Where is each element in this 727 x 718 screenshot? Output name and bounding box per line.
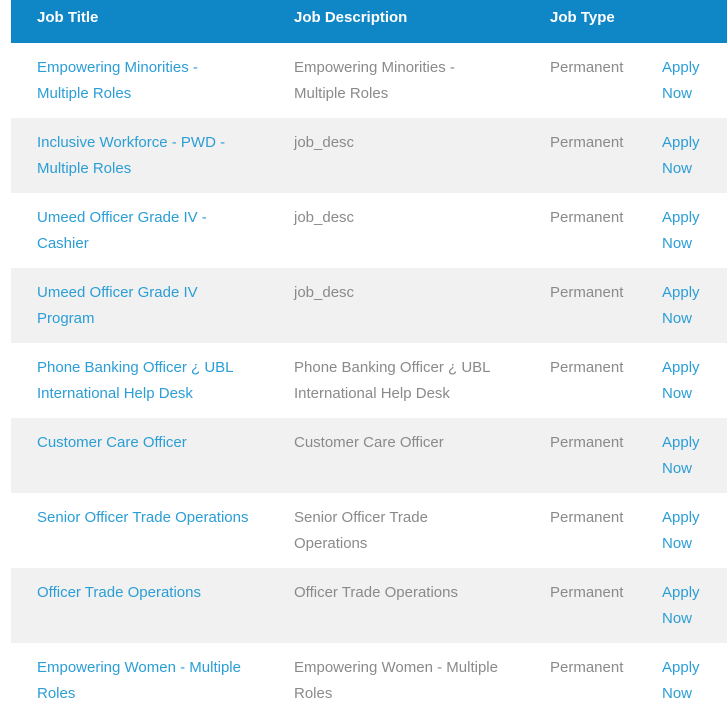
apply-now-link[interactable]: Apply Now bbox=[662, 584, 700, 627]
job-type: Permanent bbox=[550, 434, 624, 451]
job-type: Permanent bbox=[550, 134, 624, 151]
job-description: job_desc bbox=[294, 134, 355, 151]
job-description: Senior Officer Trade Operations bbox=[294, 509, 428, 552]
job-description: job_desc bbox=[294, 209, 355, 226]
jobs-table bbox=[11, 0, 727, 718]
job-title-cell bbox=[11, 493, 267, 568]
apply-cell bbox=[635, 343, 727, 418]
table-row bbox=[11, 493, 727, 568]
job-title-link[interactable]: Phone Banking Officer ¿ UBL International Help Desk bbox=[37, 359, 233, 402]
table-row bbox=[11, 268, 727, 343]
header-job-title: Job Title bbox=[37, 9, 99, 26]
job-type: Permanent bbox=[550, 659, 624, 676]
job-title-cell bbox=[11, 118, 267, 193]
table-header-row bbox=[11, 0, 727, 43]
job-type: Permanent bbox=[550, 284, 624, 301]
apply-cell bbox=[635, 268, 727, 343]
header-job-type: Job Type bbox=[550, 9, 615, 26]
apply-now-link[interactable]: Apply Now bbox=[662, 659, 700, 702]
apply-cell bbox=[635, 418, 727, 493]
table-row bbox=[11, 568, 727, 643]
job-title-link[interactable]: Inclusive Workforce - PWD - Multiple Roles bbox=[37, 134, 226, 177]
job-title-link[interactable]: Customer Care Officer bbox=[37, 434, 187, 451]
job-description: Empowering Minorities - Multiple Roles bbox=[294, 59, 455, 102]
apply-cell bbox=[635, 43, 727, 118]
table-row bbox=[11, 643, 727, 718]
job-description: Customer Care Officer bbox=[294, 434, 444, 451]
apply-cell bbox=[635, 118, 727, 193]
apply-cell bbox=[635, 643, 727, 718]
header-job-description: Job Description bbox=[294, 9, 408, 26]
job-title-cell bbox=[11, 343, 267, 418]
job-title-cell bbox=[11, 43, 267, 118]
job-description: Phone Banking Officer ¿ UBL International Help Desk bbox=[294, 359, 490, 402]
table-row bbox=[11, 43, 727, 118]
apply-now-link[interactable]: Apply Now bbox=[662, 359, 700, 402]
job-title-cell bbox=[11, 268, 267, 343]
job-description: job_desc bbox=[294, 284, 355, 301]
job-rows bbox=[11, 43, 727, 718]
job-title-link[interactable]: Umeed Officer Grade IV - Cashier bbox=[37, 209, 207, 252]
table-row bbox=[11, 418, 727, 493]
job-type: Permanent bbox=[550, 209, 624, 226]
apply-cell bbox=[635, 568, 727, 643]
job-title-cell bbox=[11, 643, 267, 718]
header-apply bbox=[635, 0, 727, 43]
job-title-link[interactable]: Officer Trade Operations bbox=[37, 584, 201, 601]
apply-now-link[interactable]: Apply Now bbox=[662, 284, 700, 327]
apply-cell bbox=[635, 193, 727, 268]
job-title-cell bbox=[11, 418, 267, 493]
job-title-link[interactable]: Umeed Officer Grade IV Program bbox=[37, 284, 198, 327]
job-title-link[interactable]: Empowering Women - Multiple Roles bbox=[37, 659, 241, 702]
job-type: Permanent bbox=[550, 59, 624, 76]
apply-now-link[interactable]: Apply Now bbox=[662, 59, 700, 102]
job-type: Permanent bbox=[550, 584, 624, 601]
apply-cell bbox=[635, 493, 727, 568]
job-title-link[interactable]: Senior Officer Trade Operations bbox=[37, 509, 249, 526]
table-row bbox=[11, 343, 727, 418]
apply-now-link[interactable]: Apply Now bbox=[662, 134, 700, 177]
job-title-link[interactable]: Empowering Minorities - Multiple Roles bbox=[37, 59, 198, 102]
apply-now-link[interactable]: Apply Now bbox=[662, 509, 700, 552]
job-description: Officer Trade Operations bbox=[294, 584, 458, 601]
table-row bbox=[11, 118, 727, 193]
apply-now-link[interactable]: Apply Now bbox=[662, 434, 700, 477]
table-row bbox=[11, 193, 727, 268]
job-title-cell bbox=[11, 568, 267, 643]
job-type: Permanent bbox=[550, 359, 624, 376]
job-title-cell bbox=[11, 193, 267, 268]
job-type: Permanent bbox=[550, 509, 624, 526]
job-description: Empowering Women - Multiple Roles bbox=[294, 659, 498, 702]
apply-now-link[interactable]: Apply Now bbox=[662, 209, 700, 252]
